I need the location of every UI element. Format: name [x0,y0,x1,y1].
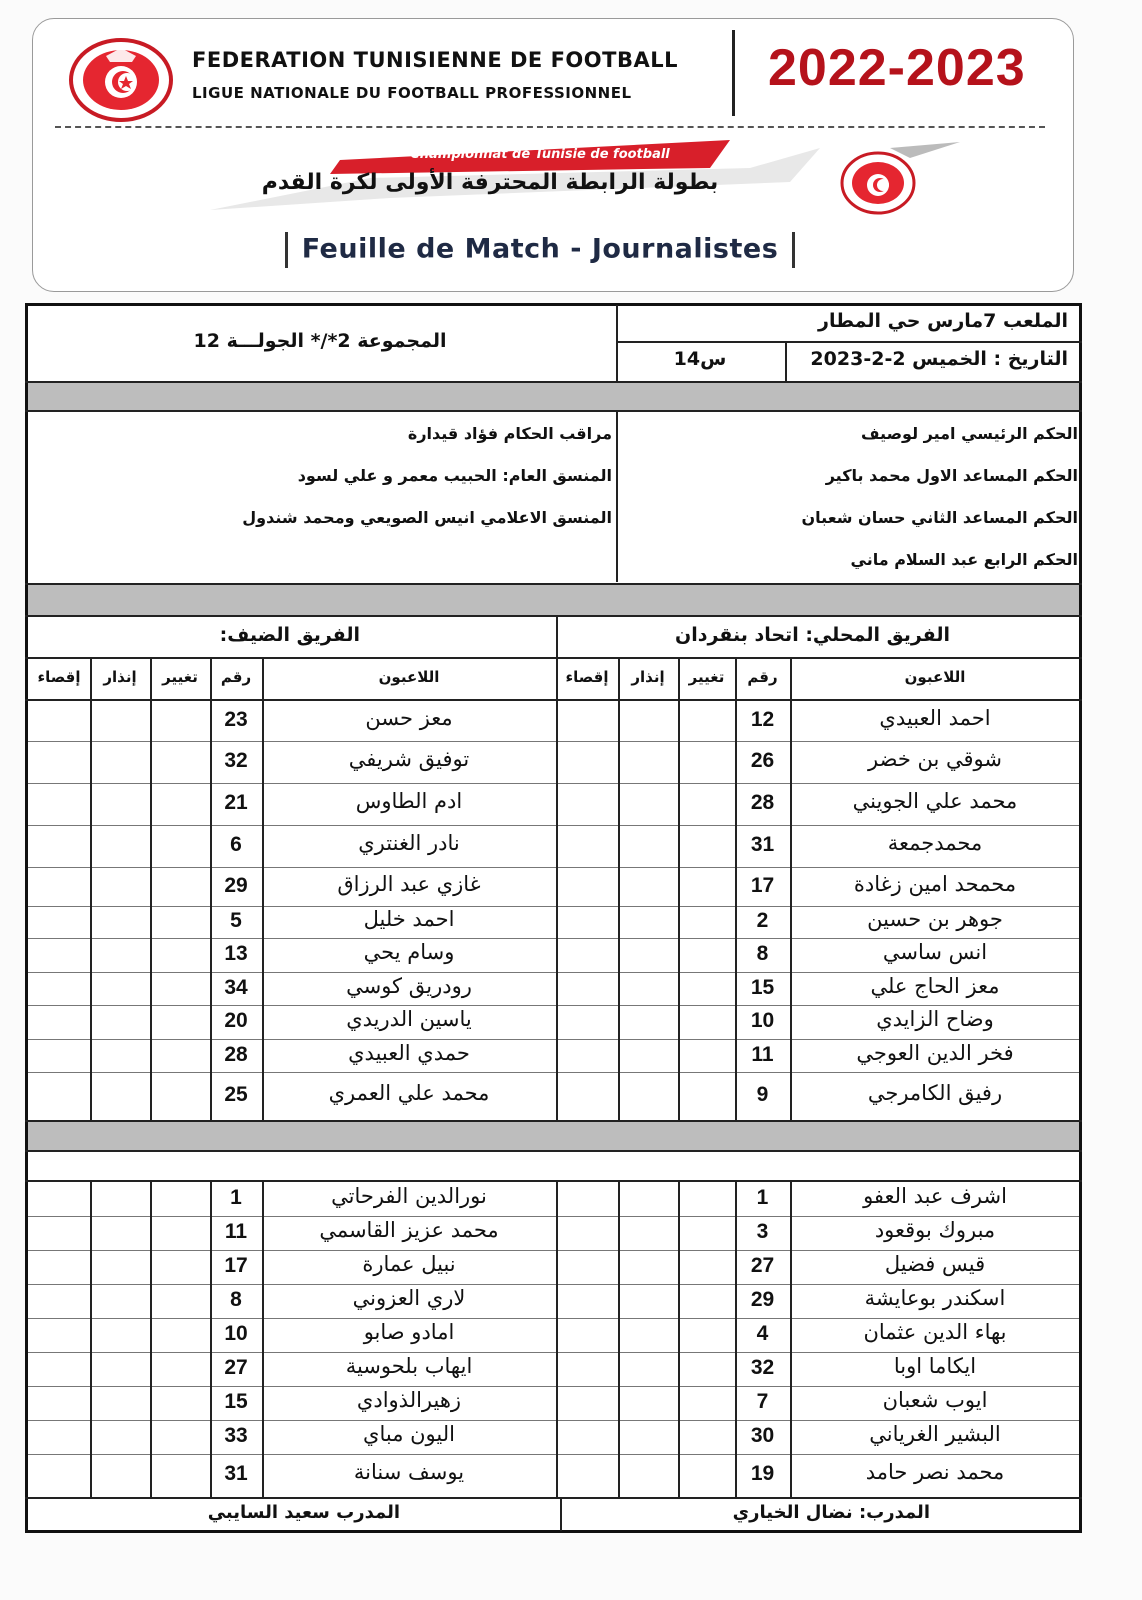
column-line [90,659,92,1120]
home-subs-player-number: 1 [756,1186,769,1209]
away-starters-player-name: محمد علي العمري [328,1080,490,1105]
away-starters-row-line [28,741,556,742]
header-divider [732,30,735,116]
away-col-expulsion: إقصاء [37,668,81,686]
home-col-number: رقم [747,668,778,686]
home-col-change: تغيير [688,668,725,686]
federation-name: FEDERATION TUNISIENNE DE FOOTBALL [192,48,678,72]
home-col-players: اللاعبون [904,668,966,686]
away-starters-row-line [28,1005,556,1006]
away-starters-row-line [28,867,556,868]
home-subs-row-line [556,1250,1079,1251]
home-subs-player-number: 3 [756,1220,769,1243]
home-starters-player-name: وضاح الزايدي [876,1007,994,1031]
home-starters-player-number: 28 [750,791,775,814]
home-starters-row-line [556,938,1079,939]
away-col-number: رقم [220,668,252,686]
away-subs-player-number: 33 [224,1424,248,1447]
home-subs-row-line [556,1454,1079,1455]
home-subs-player-number: 27 [750,1254,775,1277]
column-line [150,1182,152,1497]
home-subs-player-number: 7 [756,1390,769,1413]
away-team-label: الفريق الضيف: [219,624,360,646]
away-subs-row-line [28,1216,556,1217]
home-starters-row-line [556,741,1079,742]
column-line [678,659,680,1120]
home-subs-player-name: اشرف عبد العفو [863,1184,1007,1208]
assistant-referee-2: الحكم المساعد الثاني حسان شعبان [801,508,1078,527]
away-starters-row-line [28,825,556,826]
sheet-title: Feuille de Match - Journalistes [301,233,779,265]
away-subs-row-line [28,1318,556,1319]
home-starters-row-line [556,867,1079,868]
home-col-warning: إنذار [631,668,665,686]
away-subs-player-number: 1 [230,1186,242,1209]
home-starters-player-name: شوقي بن خضر [868,747,1002,771]
media-coordinator: المنسق الاعلامي انيس الصويعي ومحمد شندول [242,508,612,527]
dashed-divider [55,126,1045,128]
home-starters-player-name: محمد علي الجويني [852,789,1018,813]
away-starters-player-name: احمد خليل [363,907,455,931]
column-line [150,659,152,1120]
away-subs-row-line [28,1284,556,1285]
home-subs-player-number: 30 [750,1424,775,1447]
home-subs-player-name: بهاء الدين عثمان [863,1320,1007,1344]
away-starters-player-number: 23 [224,707,248,731]
away-subs-player-number: 10 [224,1322,248,1345]
home-starters-player-name: محمدجمعة [887,831,983,855]
home-starters-player-number: 26 [750,749,775,772]
away-starters-player-name: رودريق كوسي [346,973,472,998]
info-divider [616,305,618,381]
title-bar-right [792,232,795,268]
ftf-logo [66,36,176,124]
home-subs-player-number: 29 [750,1288,775,1311]
away-subs-row-line [28,1386,556,1387]
away-col-players: اللاعبون [378,668,440,686]
away-subs-player-name: اليون مباي [363,1422,455,1446]
column-line [556,1182,558,1497]
away-starters-player-number: 32 [224,749,248,772]
column-line [735,659,737,1120]
home-starters-player-name: معز الحاج علي [870,973,1000,998]
column-line [678,1182,680,1497]
home-coach: المدرب: نضال الخياري [732,1502,930,1523]
away-subs-row-line [28,1454,556,1455]
home-starters-player-number: 17 [750,873,775,897]
info-row-line [616,341,1082,343]
assistant-referee-1: الحكم المساعد الاول محمد باكير [825,466,1078,485]
home-subs-player-name: مبروك بوقعود [874,1218,996,1242]
column-line [618,1182,620,1497]
away-starters-player-number: 20 [224,1009,248,1032]
home-starters-player-number: 2 [756,909,769,932]
away-starters-player-number: 34 [224,975,248,999]
home-subs-player-name: اسكندر بوعايشة [864,1286,1006,1310]
away-starters-player-name: حمدي العبيدي [348,1040,470,1065]
home-subs-player-number: 4 [756,1322,769,1345]
match-date: التاريخ : الخميس 2-2-2023 [810,348,1068,370]
home-subs-row-line [556,1284,1079,1285]
rule [25,1120,1082,1122]
home-subs-row-line [556,1420,1079,1421]
season-label: 2022-2023 [768,39,1026,97]
referee-observer: مراقب الحكام فؤاد قيدارة [407,424,612,443]
away-starters-player-number: 6 [230,833,242,856]
away-starters-player-number: 29 [224,873,248,897]
away-subs-player-number: 11 [224,1220,248,1243]
home-subs-player-number: 19 [750,1462,775,1485]
away-col-change: تغيير [162,668,198,686]
away-starters-row-line [28,783,556,784]
home-starters-player-name: رفيق الكامرجي [867,1080,1003,1105]
stadium: الملعب 7مارس حي المطار [818,310,1068,332]
away-subs-row-line [28,1352,556,1353]
column-line [556,659,558,1120]
title-bar-left [285,232,288,268]
column-line [262,1182,264,1497]
home-starters-player-number: 15 [750,975,775,999]
column-line [210,659,212,1120]
away-starters-player-name: ياسين الدريدي [346,1007,472,1031]
home-subs-player-name: قيس فضيل [884,1252,986,1276]
away-subs-player-name: نبيل عمارة [362,1252,456,1276]
away-starters-player-name: غازي عبد الرزاق [337,871,481,896]
home-starters-player-number: 10 [750,1009,775,1032]
rule [25,1180,1082,1182]
away-subs-player-number: 27 [224,1356,248,1379]
rule [25,381,1082,383]
ligue-name: LIGUE NATIONALE DU FOOTBALL PROFESSIONNEL [192,84,632,102]
rule [25,1150,1082,1152]
section-band-3 [28,1122,1079,1150]
away-starters-player-name: وسام يحي [363,940,455,964]
column-line [210,1182,212,1497]
away-subs-row-line [28,1250,556,1251]
away-subs-player-name: نورالدين الفرحاتي [331,1184,487,1208]
date-time-divider [785,341,787,381]
away-subs-player-number: 31 [224,1462,248,1485]
home-starters-player-name: جوهر بن حسين [867,907,1003,931]
rule [25,699,1082,701]
general-coordinator: المنسق العام: الحبيب معمر و علي لسود [297,466,612,485]
home-starters-row-line [556,825,1079,826]
championship-fr: Championnat de Tunisie de football [410,147,670,162]
team-label-divider [556,617,558,657]
ftf-logo-small [838,150,918,216]
column-line [90,1182,92,1497]
away-subs-player-number: 8 [230,1288,242,1311]
section-band-1 [28,383,1079,410]
away-starters-row-line [28,938,556,939]
home-starters-player-name: انس ساسي [882,940,988,964]
away-subs-player-number: 17 [224,1254,248,1277]
column-line [618,659,620,1120]
away-starters-player-name: توفيق شريفي [348,747,470,771]
home-starters-row-line [556,783,1079,784]
rule [25,657,1082,659]
home-starters-player-number: 8 [756,942,769,965]
away-starters-player-name: معز حسن [365,705,453,730]
home-starters-row-line [556,1072,1079,1073]
rule [25,615,1082,617]
home-subs-row-line [556,1318,1079,1319]
home-subs-row-line [556,1216,1079,1217]
home-subs-player-number: 32 [750,1356,775,1379]
away-col-warning: إنذار [103,668,137,686]
fourth-official: الحكم الرابع عبد السلام ماني [850,550,1078,569]
home-subs-player-name: البشير الغرياني [869,1422,1001,1446]
home-starters-player-name: محمحد امين زغادة [853,871,1017,896]
match-time: س14 [673,348,727,370]
away-starters-player-number: 5 [230,909,242,932]
group-round: المجموعة 2*/* الجولـــة 12 [193,330,447,352]
referee: الحكم الرئيسي امير لوصيف [861,424,1078,443]
column-line [790,659,792,1120]
column-line [735,1182,737,1497]
column-line [790,1182,792,1497]
home-subs-row-line [556,1352,1079,1353]
home-subs-player-name: محمد نصر حامد [865,1460,1005,1484]
section-band-2 [28,585,1079,615]
home-col-expulsion: إقصاء [565,668,609,686]
rule [25,410,1082,412]
home-starters-player-name: احمد العبيدي [879,705,991,730]
home-subs-row-line [556,1386,1079,1387]
officials-divider [616,412,618,582]
home-starters-player-name: فخر الدين العوجي [856,1040,1014,1065]
away-subs-player-number: 15 [224,1390,248,1413]
away-starters-player-name: نادر الغنتري [358,831,460,855]
home-starters-row-line [556,1005,1079,1006]
away-subs-row-line [28,1420,556,1421]
rule [25,1497,1082,1499]
away-starters-player-name: ادم الطاوس [355,789,463,813]
home-team-label: الفريق المحلي: اتحاد بنقردان [675,624,950,646]
column-line [262,659,264,1120]
away-starters-player-number: 13 [224,942,248,965]
away-subs-player-name: لاري العزوني [352,1286,466,1310]
away-subs-player-name: زهيرالذوادي [356,1388,462,1412]
home-starters-player-number: 9 [756,1082,769,1106]
home-subs-player-name: ايوب شعبان [882,1388,988,1412]
away-starters-row-line [28,1072,556,1073]
away-starters-player-number: 25 [224,1082,248,1106]
home-starters-player-number: 12 [750,707,775,731]
rule [25,583,1082,585]
away-starters-player-number: 21 [224,791,248,814]
away-coach: المدرب سعيد السايبي [207,1502,400,1523]
away-subs-player-name: يوسف سنانة [353,1460,465,1484]
sheet-title-wrap [270,232,810,268]
away-subs-player-name: امادو صابو [363,1320,455,1344]
championship-ar: بطولة الرابطة المحترفة الأولى لكرة القدم [261,170,719,195]
away-starters-player-number: 28 [224,1042,248,1066]
coach-divider [560,1499,562,1531]
home-subs-player-name: ايكاما اوبا [893,1354,977,1378]
home-starters-player-number: 11 [751,1042,774,1066]
away-subs-player-name: ايهاب بلحوسية [345,1354,473,1378]
away-subs-player-name: محمد عزيز القاسمي [319,1218,499,1242]
home-starters-player-number: 31 [750,833,775,856]
